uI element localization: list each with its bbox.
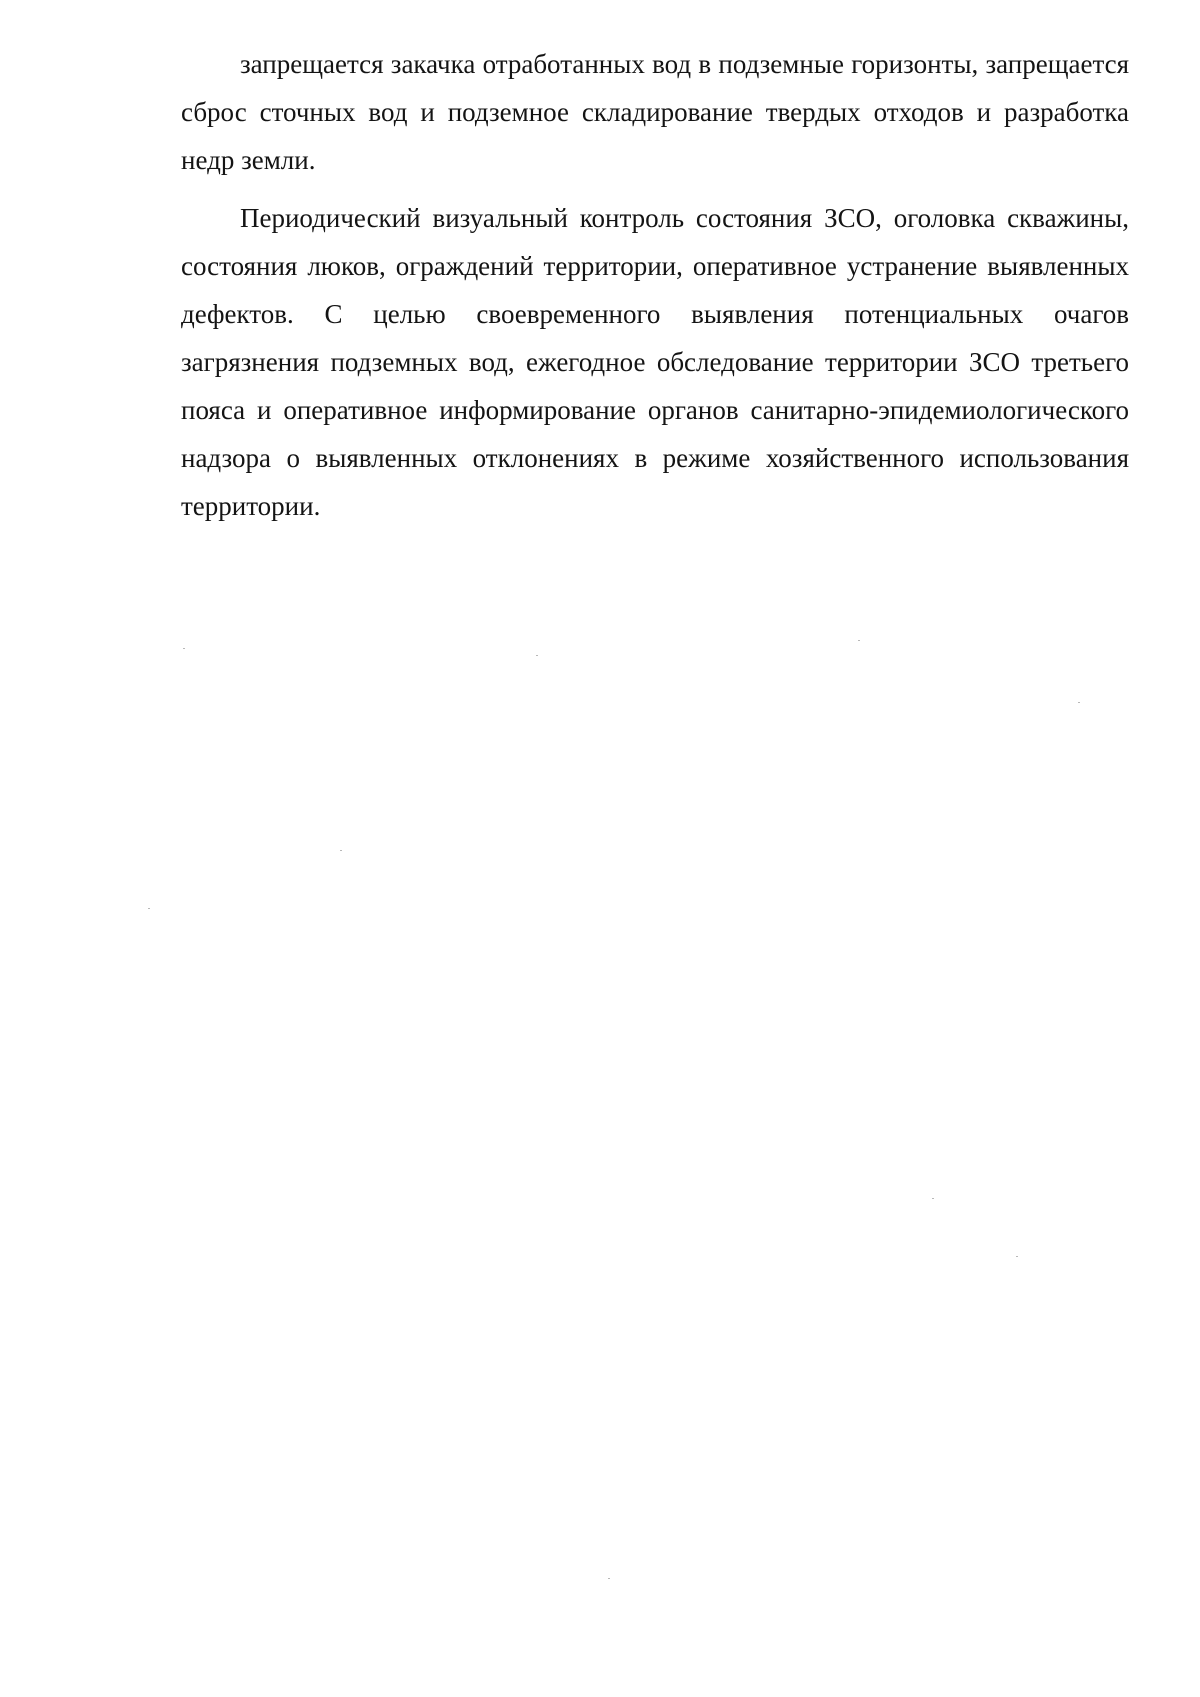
scan-speck — [536, 655, 538, 656]
paragraph-continuation: запрещается закачка отработанных вод в подземные горизонты, запрещается сброс сточных вод и подземное складирование твердых отходов и разработка недр земли. — [181, 49, 1129, 175]
document-body — [181, 40, 1129, 530]
scan-speck — [183, 648, 185, 649]
scan-speck — [1078, 702, 1080, 703]
scan-speck — [932, 1198, 934, 1199]
scan-speck — [1016, 1256, 1018, 1257]
scan-speck — [608, 1578, 610, 1579]
scan-speck — [340, 850, 342, 851]
scan-speck — [858, 640, 860, 641]
scan-speck — [148, 908, 150, 909]
paragraph-monitoring: Периодический визуальный контроль состояния ЗСО, оголовка скважины, состояния люков, ограждений территории, оперативное устранение выявленных дефектов. С целью своевременного выявления потенциальных очагов загрязнения подземных вод, ежегодное обследование территории ЗСО третьего пояса и оперативное информирование органов санитарно-эпидемиологического надзора о выявленных отклонениях в режиме хозяйственного использования территории. — [181, 203, 1129, 521]
